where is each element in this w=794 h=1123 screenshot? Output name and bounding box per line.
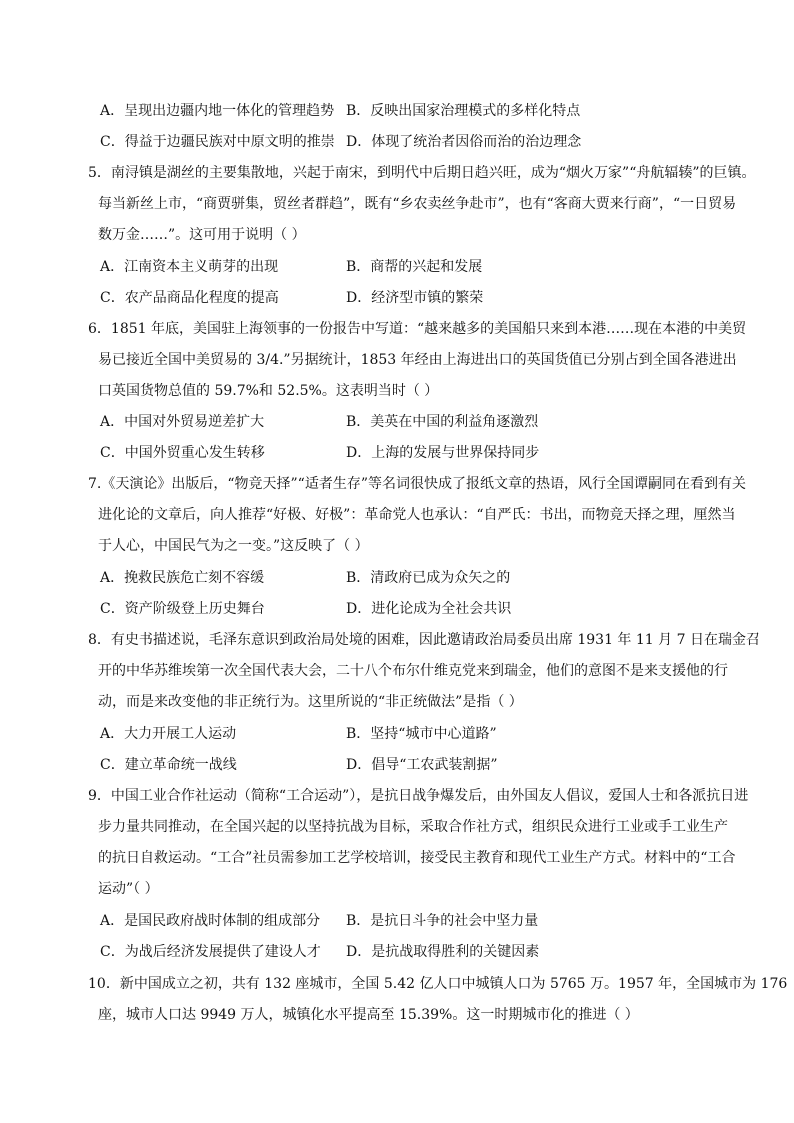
q9-option-b: B．是抗日斗争的社会中坚力量	[346, 913, 539, 929]
q8-stem-line-3: 动，而是来改变他的非正统行为。这里所说的“非正统做法”是指（ ）	[98, 694, 523, 710]
q6-stem-line-1: 6．1851 年底，美国驻上海领事的一份报告中写道：“越来越多的美国船只来到本港……现在本港的中美贸	[88, 321, 747, 337]
q6-option-c: C．中国外贸重心发生转移	[100, 445, 265, 461]
q8-option-a: A．大力开展工人运动	[100, 726, 237, 742]
q5-stem-line-2: 每当新丝上市，“商贾骈集，贸丝者群趋”，既有“乡农卖丝争赴市”，也有“客商大贾来行商”，“一日贸易	[98, 196, 737, 212]
q5-stem-line-3: 数万金……”。这可用于说明（ ）	[98, 227, 306, 243]
q10-stem-line-2: 座，城市人口达 9949 万人，城镇化水平提高至 15.39%。这一时期城市化的推进（ ）	[98, 1007, 639, 1023]
q7-stem-line-1: 7.《天演论》出版后，“物竞天择”“适者生存”等名词很快成了报纸文章的热语，风行全国谭嗣同在看到有关	[88, 476, 746, 492]
q7-option-a: A．挽救民族危亡刻不容缓	[100, 570, 265, 586]
q9-option-c: C．为战后经济发展提供了建设人才	[100, 944, 321, 960]
q7-stem-line-3: 于人心，中国民气为之一变。”这反映了（ ）	[98, 538, 369, 554]
q4-option-b: B．反映出国家治理模式的多样化特点	[346, 103, 581, 119]
q7-stem-line-2: 进化论的文章后，向人推荐“好极、好极”：革命党人也承认：“自严氏：书出，而物竞天择之理，厘然当	[98, 507, 736, 523]
q8-option-b: B．坚持“城市中心道路”	[346, 726, 497, 742]
q9-stem-line-4: 运动”（ ）	[98, 881, 159, 897]
q5-stem-line-1: 5．南浔镇是湖丝的主要集散地，兴起于南宋，到明代中后期日趋兴旺，成为“烟火万家”“舟航辐辏”的巨镇。	[88, 165, 756, 181]
q8-stem-line-2: 开的中华苏维埃第一次全国代表大会，二十八个布尔什维克党来到瑞金，他们的意图不是来支援他的行	[98, 663, 728, 679]
q6-option-b: B．美英在中国的利益角逐激烈	[346, 414, 539, 430]
q5-option-b: B．商帮的兴起和发展	[346, 259, 483, 275]
q7-option-d: D．进化论成为全社会共识	[346, 601, 512, 617]
q5-option-c: C．农产品商品化程度的提高	[100, 290, 279, 306]
q9-option-a: A．是国民政府战时体制的组成部分	[100, 913, 321, 929]
q4-option-c: C．得益于边疆民族对中原文明的推崇	[100, 134, 335, 150]
q9-stem-line-3: 的抗日自救运动。“工合”社员需参加工艺学校培训，接受民主教育和现代工业生产方式。材料中的“工合	[98, 850, 736, 866]
q6-stem-line-3: 口英国货物总值的 59.7%和 52.5%。这表明当时（ ）	[98, 383, 439, 399]
q6-option-d: D．上海的发展与世界保持同步	[346, 445, 540, 461]
q7-option-b: B．清政府已成为众矢之的	[346, 570, 511, 586]
q6-option-a: A．中国对外贸易逆差扩大	[100, 414, 265, 430]
q4-option-a: A．呈现出边疆内地一体化的管理趋势	[100, 103, 335, 119]
q5-option-a: A．江南资本主义萌芽的出现	[100, 259, 279, 275]
q9-stem-line-2: 步力量共同推动，在全国兴起的以坚持抗战为目标，采取合作社方式，组织民众进行工业或手工业生产	[98, 819, 728, 835]
q9-option-d: D．是抗战取得胜利的关键因素	[346, 944, 540, 960]
q7-option-c: C．资产阶级登上历史舞台	[100, 601, 265, 617]
q8-stem-line-1: 8．有史书描述说，毛泽东意识到政治局处境的困难，因此邀请政治局委员出席 1931 年 11 月 7 日在瑞金召	[88, 632, 760, 648]
q10-stem-line-1: 10．新中国成立之初，共有 132 座城市，全国 5.42 亿人口中城镇人口为 5765 万。1957 年，全国城市为 176	[88, 976, 788, 992]
q8-option-c: C．建立革命统一战线	[100, 757, 237, 773]
q4-option-d: D．体现了统治者因俗而治的治边理念	[346, 134, 582, 150]
q9-stem-line-1: 9．中国工业合作社运动（简称“工合运动”），是抗日战争爆发后，由外国友人倡议，爱国人士和各派抗日进	[88, 788, 749, 804]
q5-option-d: D．经济型市镇的繁荣	[346, 290, 484, 306]
q6-stem-line-2: 易已接近全国中美贸易的 3/4.”另据统计，1853 年经由上海进出口的英国货值已分别占到全国各港进出	[98, 352, 737, 368]
q8-option-d: D．倡导“工农武装割据”	[346, 757, 498, 773]
